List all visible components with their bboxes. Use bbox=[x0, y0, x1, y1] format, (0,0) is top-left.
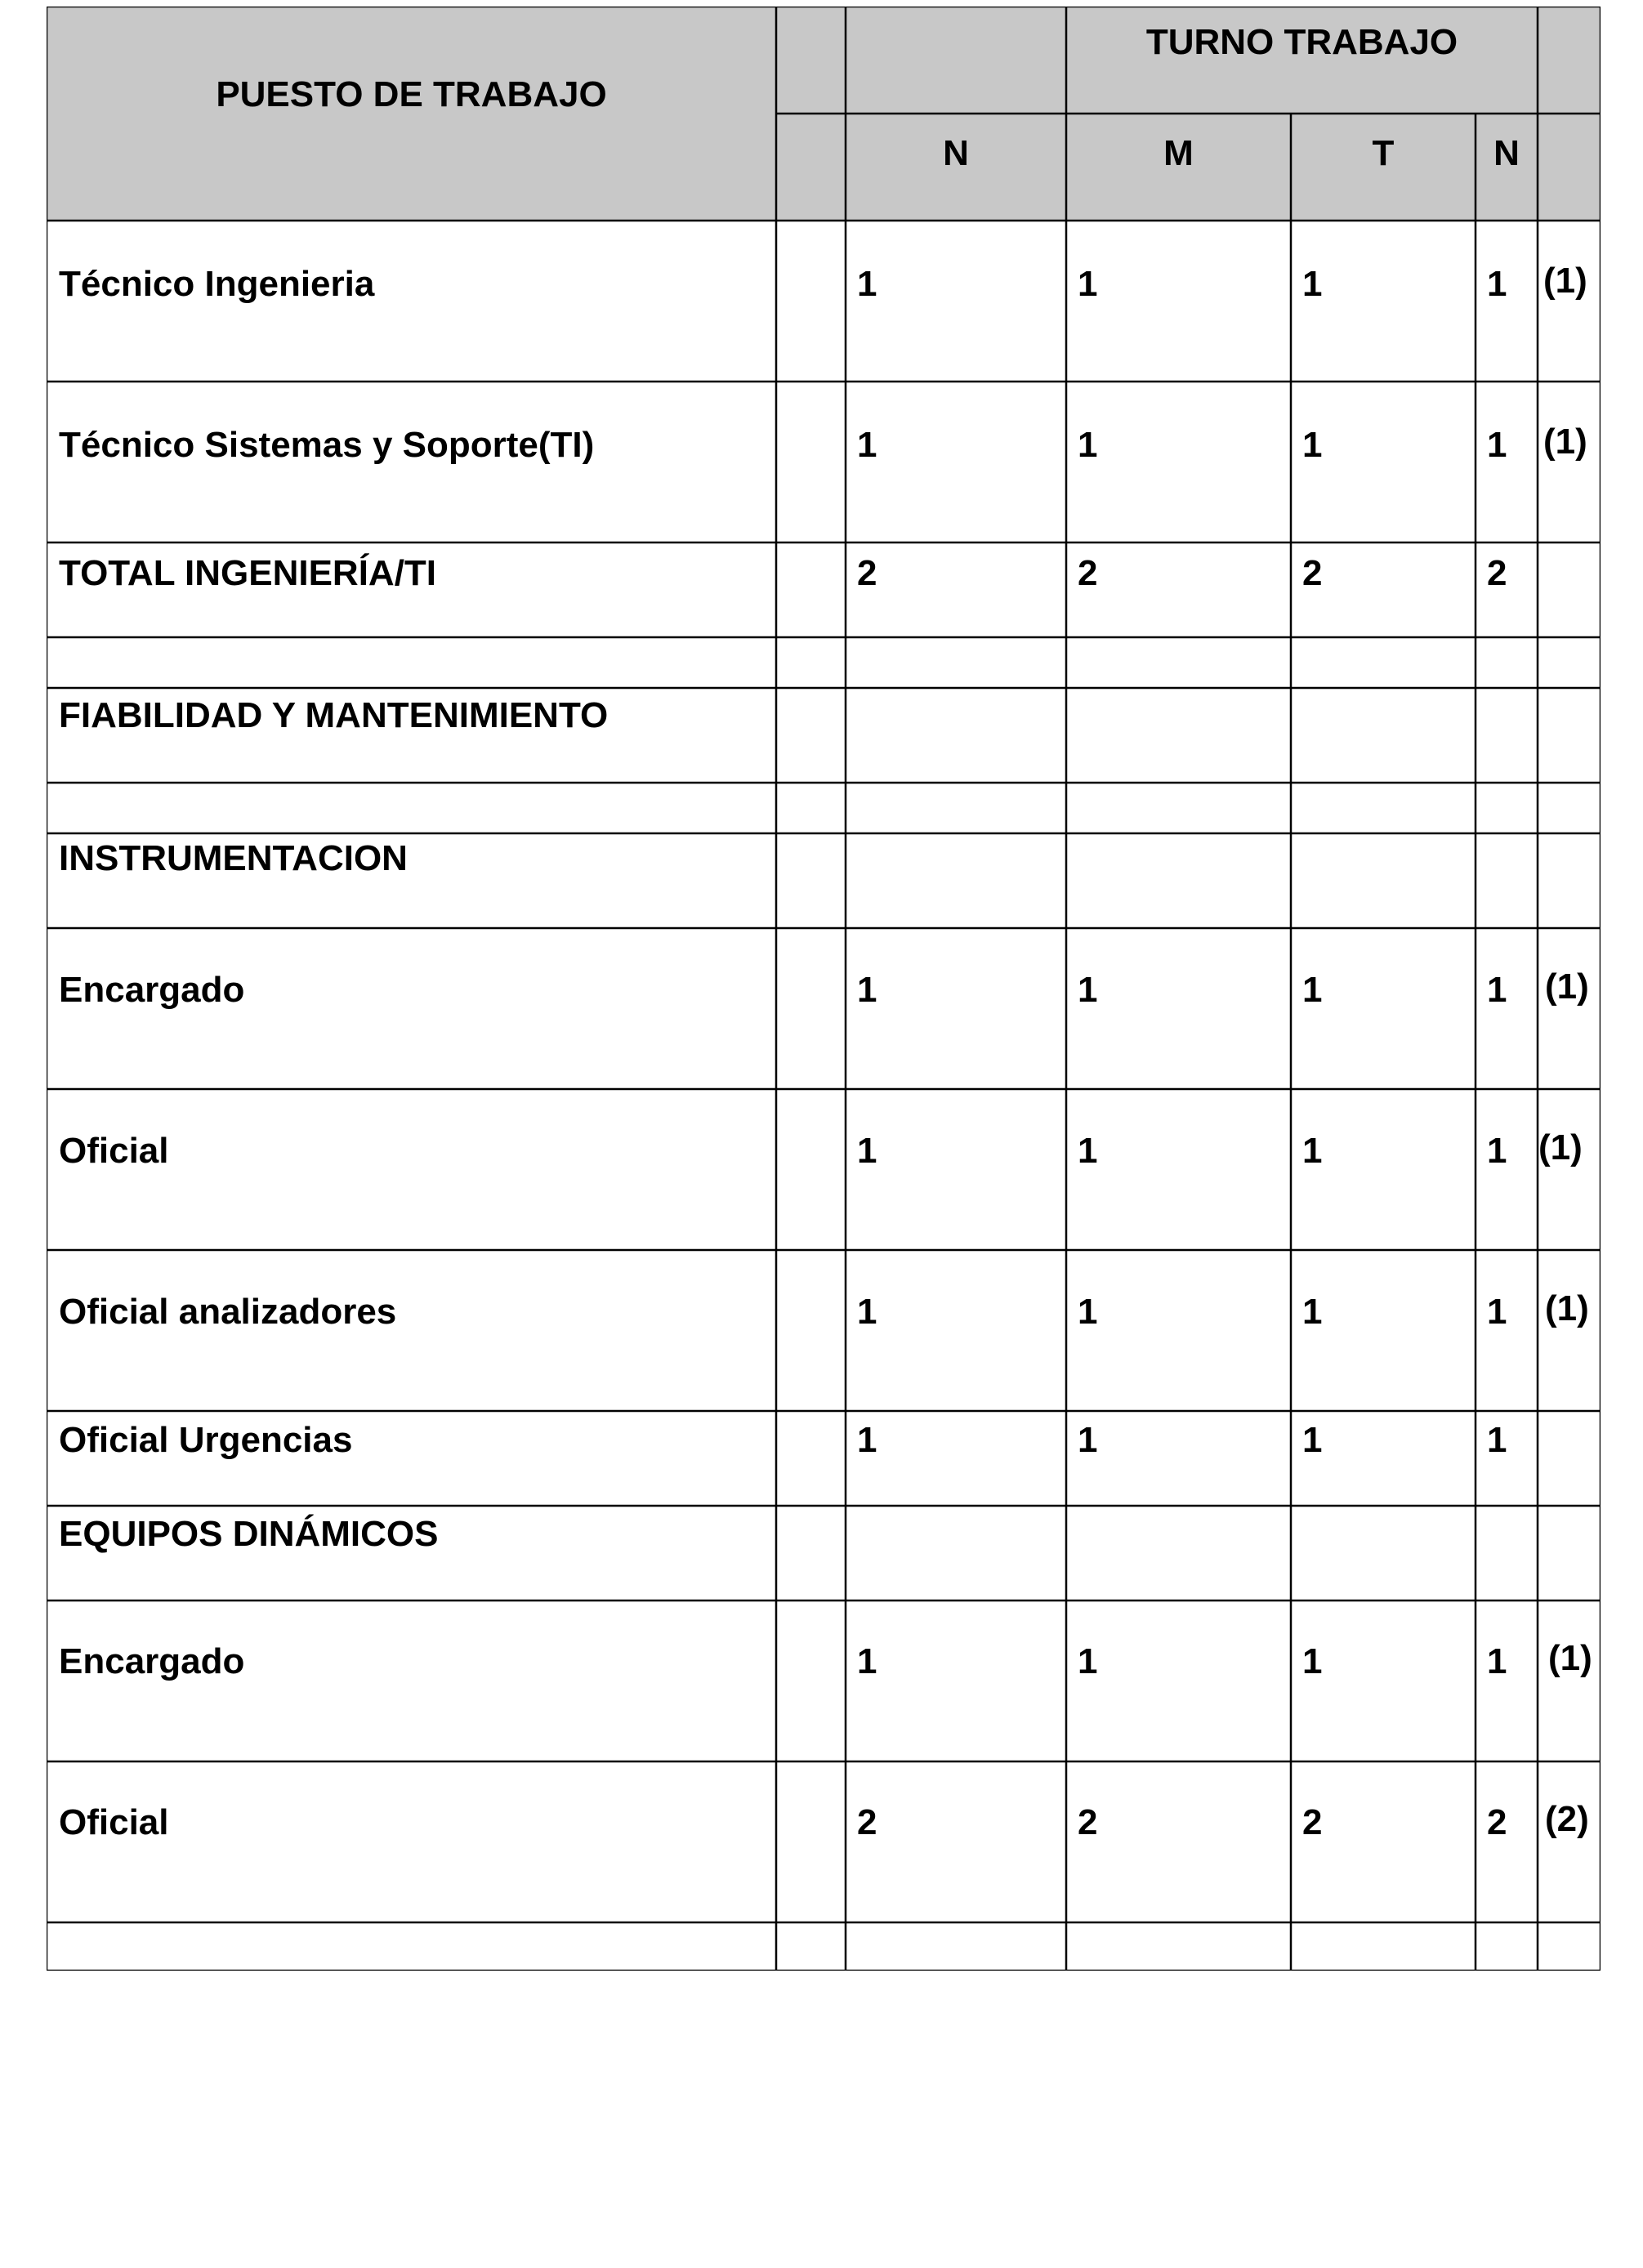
row-value: 1 bbox=[857, 425, 877, 465]
row-value: 1 bbox=[1302, 1420, 1323, 1460]
row-value: 2 bbox=[1078, 553, 1098, 593]
staffing-table bbox=[47, 7, 1601, 1971]
row-note: (1) bbox=[1548, 1638, 1592, 1678]
row-value: 1 bbox=[857, 1292, 877, 1332]
header-puesto: PUESTO DE TRABAJO bbox=[216, 74, 607, 114]
row-label: FIABILIDAD Y MANTENIMIENTO bbox=[59, 695, 609, 735]
row-value: 1 bbox=[1078, 1131, 1098, 1171]
row-value: 1 bbox=[1078, 1420, 1098, 1460]
row-value: 2 bbox=[1302, 1802, 1323, 1842]
row-note: (1) bbox=[1543, 261, 1587, 301]
row-value: 2 bbox=[1487, 1802, 1507, 1842]
row-value: 1 bbox=[1487, 970, 1507, 1010]
row-value: 2 bbox=[1078, 1802, 1098, 1842]
row-value: 1 bbox=[1302, 1292, 1323, 1332]
row-value: 2 bbox=[1487, 553, 1507, 593]
row-note: (2) bbox=[1545, 1799, 1589, 1839]
row-value: 1 bbox=[1487, 1292, 1507, 1332]
row-value: 1 bbox=[1487, 264, 1507, 304]
row-label: Oficial bbox=[59, 1802, 169, 1842]
row-value: 1 bbox=[1078, 1641, 1098, 1681]
row-value: 1 bbox=[857, 264, 877, 304]
row-value: 1 bbox=[1302, 1131, 1323, 1171]
row-label: Oficial Urgencias bbox=[59, 1420, 353, 1460]
row-value: 1 bbox=[1078, 1292, 1098, 1332]
row-value: 1 bbox=[1302, 970, 1323, 1010]
row-label: EQUIPOS DINÁMICOS bbox=[59, 1514, 439, 1554]
row-value: 1 bbox=[857, 970, 877, 1010]
header-shift-3: T bbox=[1372, 133, 1395, 173]
row-label: TOTAL INGENIERÍA/TI bbox=[59, 553, 437, 593]
row-label: Oficial bbox=[59, 1131, 169, 1171]
row-label: Técnico Ingenieria bbox=[59, 264, 375, 304]
row-value: 1 bbox=[1302, 425, 1323, 465]
row-value: 2 bbox=[857, 1802, 877, 1842]
row-value: 1 bbox=[1487, 1420, 1507, 1460]
header-shift-4: N bbox=[1493, 133, 1520, 173]
row-label: INSTRUMENTACION bbox=[59, 838, 408, 878]
header-shift-2: M bbox=[1163, 133, 1194, 173]
row-label: Oficial analizadores bbox=[59, 1292, 397, 1332]
row-label: Encargado bbox=[59, 1641, 245, 1681]
header-turno: TURNO TRABAJO bbox=[1145, 22, 1458, 62]
row-label: Técnico Sistemas y Soporte(TI) bbox=[59, 425, 595, 465]
row-value: 1 bbox=[857, 1420, 877, 1460]
row-value: 1 bbox=[857, 1641, 877, 1681]
row-value: 1 bbox=[857, 1131, 877, 1171]
row-value: 1 bbox=[1487, 1641, 1507, 1681]
row-value: 1 bbox=[1487, 1131, 1507, 1171]
row-label: Encargado bbox=[59, 970, 245, 1010]
row-note: (1) bbox=[1545, 967, 1589, 1007]
row-value: 1 bbox=[1302, 264, 1323, 304]
row-value: 1 bbox=[1078, 425, 1098, 465]
row-value: 2 bbox=[1302, 553, 1323, 593]
row-value: 1 bbox=[1487, 425, 1507, 465]
row-value: 2 bbox=[857, 553, 877, 593]
row-value: 1 bbox=[1078, 970, 1098, 1010]
row-note: (1) bbox=[1538, 1127, 1583, 1167]
row-note: (1) bbox=[1543, 422, 1587, 462]
row-value: 1 bbox=[1078, 264, 1098, 304]
row-value: 1 bbox=[1302, 1641, 1323, 1681]
header-shift-1: N bbox=[943, 133, 969, 173]
row-note: (1) bbox=[1545, 1288, 1589, 1328]
